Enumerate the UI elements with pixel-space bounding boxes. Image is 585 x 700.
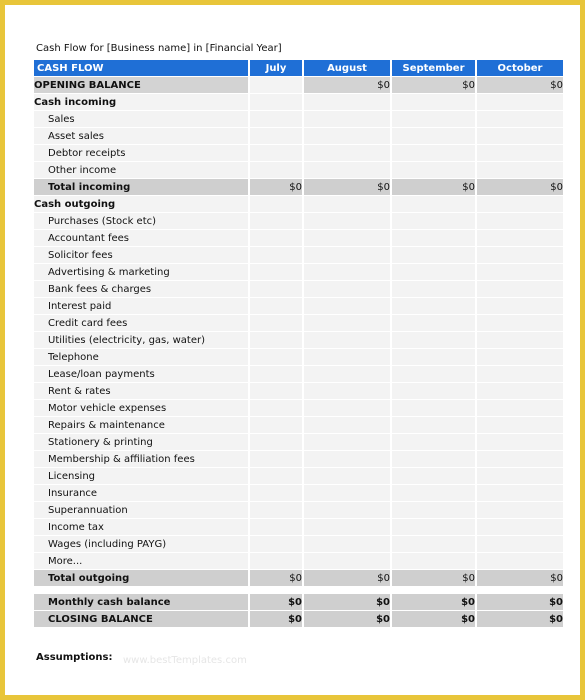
row-label: Monthly cash balance (34, 594, 248, 611)
table-row (34, 502, 563, 519)
table-row (34, 281, 563, 298)
cell-september[interactable] (390, 332, 475, 349)
total-incoming-row (34, 179, 563, 196)
table-row (34, 230, 563, 247)
section-row-incoming (34, 94, 563, 111)
cell-july[interactable] (248, 298, 302, 315)
cell-september[interactable]: $0 (390, 179, 475, 196)
cell-october[interactable] (475, 145, 563, 162)
cell-august[interactable] (302, 451, 390, 468)
row-label: Debtor receipts (34, 145, 248, 162)
cell-july[interactable] (248, 315, 302, 332)
table-row (34, 264, 563, 281)
cell-july[interactable] (248, 536, 302, 553)
cell-july[interactable] (248, 94, 302, 111)
row-label: Membership & affiliation fees (34, 451, 248, 468)
row-label: Solicitor fees (34, 247, 248, 264)
cell-september[interactable] (390, 145, 475, 162)
cell-october[interactable] (475, 536, 563, 553)
cell-september[interactable] (390, 553, 475, 570)
cell-july[interactable] (248, 332, 302, 349)
cell-july[interactable]: $0 (248, 570, 302, 587)
cell-july[interactable] (248, 383, 302, 400)
header-october: October (475, 60, 563, 77)
cell-july[interactable]: $0 (248, 594, 302, 611)
cell-august[interactable] (302, 111, 390, 128)
row-label: Sales (34, 111, 248, 128)
cell-july[interactable] (248, 417, 302, 434)
cell-october[interactable] (475, 230, 563, 247)
row-label: Stationery & printing (34, 434, 248, 451)
spacer-cell (34, 587, 563, 594)
cell-october[interactable] (475, 281, 563, 298)
table-row (34, 162, 563, 179)
cell-july[interactable] (248, 502, 302, 519)
cell-september[interactable] (390, 264, 475, 281)
row-label: Total incoming (34, 179, 248, 196)
cell-august[interactable] (302, 315, 390, 332)
cell-october[interactable] (475, 485, 563, 502)
cell-august[interactable] (302, 145, 390, 162)
cell-august[interactable]: $0 (302, 594, 390, 611)
cell-august[interactable] (302, 417, 390, 434)
row-label: Motor vehicle expenses (34, 400, 248, 417)
cell-october[interactable] (475, 366, 563, 383)
cell-september[interactable] (390, 111, 475, 128)
row-label: More... (34, 553, 248, 570)
cell-july[interactable] (248, 162, 302, 179)
header-september: September (390, 60, 475, 77)
cell-august[interactable] (302, 230, 390, 247)
cell-september[interactable] (390, 400, 475, 417)
cell-august[interactable]: $0 (302, 179, 390, 196)
cell-september[interactable] (390, 451, 475, 468)
table-body (34, 77, 563, 628)
cell-august[interactable] (302, 553, 390, 570)
cell-july[interactable] (248, 213, 302, 230)
cell-september[interactable]: $0 (390, 77, 475, 94)
row-label: OPENING BALANCE (34, 77, 248, 94)
cell-september[interactable] (390, 128, 475, 145)
cell-october[interactable] (475, 502, 563, 519)
cell-october[interactable] (475, 247, 563, 264)
cell-july[interactable] (248, 485, 302, 502)
cell-august[interactable] (302, 485, 390, 502)
row-label: Bank fees & charges (34, 281, 248, 298)
cell-september[interactable] (390, 247, 475, 264)
cell-september[interactable] (390, 485, 475, 502)
cell-october[interactable] (475, 400, 563, 417)
assumptions-label: Assumptions: (36, 652, 113, 663)
table-row (34, 349, 563, 366)
table-row (34, 298, 563, 315)
row-label: Total outgoing (34, 570, 248, 587)
table-row (34, 451, 563, 468)
cell-october[interactable] (475, 94, 563, 111)
cell-august[interactable] (302, 536, 390, 553)
row-label: Repairs & maintenance (34, 417, 248, 434)
cell-august[interactable] (302, 196, 390, 213)
cell-august[interactable]: $0 (302, 570, 390, 587)
monthly-cash-balance-row (34, 594, 563, 611)
row-label: Income tax (34, 519, 248, 536)
cell-september[interactable]: $0 (390, 594, 475, 611)
cell-july[interactable]: $0 (248, 179, 302, 196)
row-label: Interest paid (34, 298, 248, 315)
row-label: Accountant fees (34, 230, 248, 247)
cell-august[interactable] (302, 247, 390, 264)
table-row (34, 417, 563, 434)
cell-july[interactable] (248, 264, 302, 281)
cell-october[interactable] (475, 468, 563, 485)
cell-september[interactable] (390, 162, 475, 179)
cell-september[interactable] (390, 315, 475, 332)
cell-october[interactable]: $0 (475, 179, 563, 196)
cell-october[interactable] (475, 451, 563, 468)
cell-august[interactable] (302, 162, 390, 179)
cell-july[interactable] (248, 145, 302, 162)
row-label: Purchases (Stock etc) (34, 213, 248, 230)
cell-september[interactable] (390, 417, 475, 434)
table-row (34, 332, 563, 349)
cell-july[interactable] (248, 247, 302, 264)
cell-july[interactable] (248, 77, 302, 94)
total-outgoing-row (34, 570, 563, 587)
table-row (34, 468, 563, 485)
table-row (34, 400, 563, 417)
cell-october[interactable] (475, 434, 563, 451)
cell-october[interactable]: $0 (475, 611, 563, 628)
cell-july[interactable] (248, 553, 302, 570)
cell-september[interactable] (390, 230, 475, 247)
cell-september[interactable]: $0 (390, 611, 475, 628)
cell-september[interactable] (390, 366, 475, 383)
table-row (34, 247, 563, 264)
row-label: Telephone (34, 349, 248, 366)
cell-october[interactable] (475, 213, 563, 230)
table-row (34, 485, 563, 502)
cash-flow-table (34, 60, 563, 628)
table-row (34, 536, 563, 553)
cell-august[interactable] (302, 332, 390, 349)
row-label: Asset sales (34, 128, 248, 145)
cell-august[interactable] (302, 264, 390, 281)
section-label: Cash outgoing (34, 196, 248, 213)
cell-july[interactable] (248, 111, 302, 128)
row-label: Insurance (34, 485, 248, 502)
cell-august[interactable] (302, 349, 390, 366)
cell-july[interactable]: $0 (248, 611, 302, 628)
watermark-text: www.bestTemplates.com (123, 655, 247, 666)
table-row (34, 553, 563, 570)
cell-september[interactable] (390, 519, 475, 536)
cell-september[interactable] (390, 502, 475, 519)
table-row (34, 315, 563, 332)
cell-october[interactable] (475, 264, 563, 281)
table-row (34, 434, 563, 451)
cell-october[interactable] (475, 349, 563, 366)
closing-balance-row (34, 611, 563, 628)
cell-july[interactable] (248, 349, 302, 366)
cell-july[interactable] (248, 400, 302, 417)
cell-october[interactable] (475, 315, 563, 332)
header-cash-flow: CASH FLOW (34, 60, 248, 77)
header-row (34, 60, 563, 77)
cell-july[interactable] (248, 128, 302, 145)
spacer-row (34, 587, 563, 594)
table-row (34, 366, 563, 383)
cell-september[interactable] (390, 434, 475, 451)
opening-balance-row (34, 77, 563, 94)
cell-august[interactable] (302, 366, 390, 383)
cell-september[interactable] (390, 536, 475, 553)
cell-august[interactable] (302, 213, 390, 230)
table-row (34, 383, 563, 400)
row-label: Utilities (electricity, gas, water) (34, 332, 248, 349)
cell-july[interactable] (248, 281, 302, 298)
cell-august[interactable] (302, 128, 390, 145)
cell-august[interactable]: $0 (302, 77, 390, 94)
cell-august[interactable] (302, 298, 390, 315)
table-row (34, 519, 563, 536)
spreadsheet-page (5, 5, 580, 695)
cell-august[interactable]: $0 (302, 611, 390, 628)
cell-october[interactable]: $0 (475, 594, 563, 611)
cell-july[interactable] (248, 230, 302, 247)
table-row (34, 128, 563, 145)
cell-july[interactable] (248, 366, 302, 383)
cell-august[interactable] (302, 502, 390, 519)
section-label: Cash incoming (34, 94, 248, 111)
table-row (34, 111, 563, 128)
cell-october[interactable]: $0 (475, 77, 563, 94)
cell-october[interactable] (475, 553, 563, 570)
cell-august[interactable] (302, 94, 390, 111)
cell-august[interactable] (302, 400, 390, 417)
cell-october[interactable] (475, 162, 563, 179)
cell-august[interactable] (302, 383, 390, 400)
cell-october[interactable] (475, 196, 563, 213)
table-row (34, 145, 563, 162)
row-label: Other income (34, 162, 248, 179)
cell-september[interactable] (390, 281, 475, 298)
document-title: Cash Flow for [Business name] in [Financial Year] (36, 43, 282, 54)
cell-october[interactable] (475, 128, 563, 145)
row-label: CLOSING BALANCE (34, 611, 248, 628)
row-label: Superannuation (34, 502, 248, 519)
cell-september[interactable]: $0 (390, 570, 475, 587)
cell-september[interactable] (390, 94, 475, 111)
cell-october[interactable] (475, 417, 563, 434)
cell-september[interactable] (390, 468, 475, 485)
row-label: Wages (including PAYG) (34, 536, 248, 553)
cell-august[interactable] (302, 468, 390, 485)
cell-august[interactable] (302, 281, 390, 298)
cell-september[interactable] (390, 298, 475, 315)
cell-october[interactable] (475, 519, 563, 536)
cell-september[interactable] (390, 383, 475, 400)
cell-july[interactable] (248, 434, 302, 451)
section-row-outgoing (34, 196, 563, 213)
row-label: Lease/loan payments (34, 366, 248, 383)
row-label: Licensing (34, 468, 248, 485)
cell-july[interactable] (248, 519, 302, 536)
row-label: Credit card fees (34, 315, 248, 332)
cell-september[interactable] (390, 213, 475, 230)
cell-august[interactable] (302, 434, 390, 451)
header-august: August (302, 60, 390, 77)
cell-september[interactable] (390, 349, 475, 366)
cell-july[interactable] (248, 196, 302, 213)
cell-july[interactable] (248, 468, 302, 485)
row-label: Rent & rates (34, 383, 248, 400)
cell-july[interactable] (248, 451, 302, 468)
cell-october[interactable] (475, 298, 563, 315)
cell-october[interactable] (475, 332, 563, 349)
row-label: Advertising & marketing (34, 264, 248, 281)
cell-september[interactable] (390, 196, 475, 213)
cell-october[interactable]: $0 (475, 570, 563, 587)
cell-october[interactable] (475, 383, 563, 400)
header-july: July (248, 60, 302, 77)
table-row (34, 213, 563, 230)
cell-october[interactable] (475, 111, 563, 128)
cell-august[interactable] (302, 519, 390, 536)
